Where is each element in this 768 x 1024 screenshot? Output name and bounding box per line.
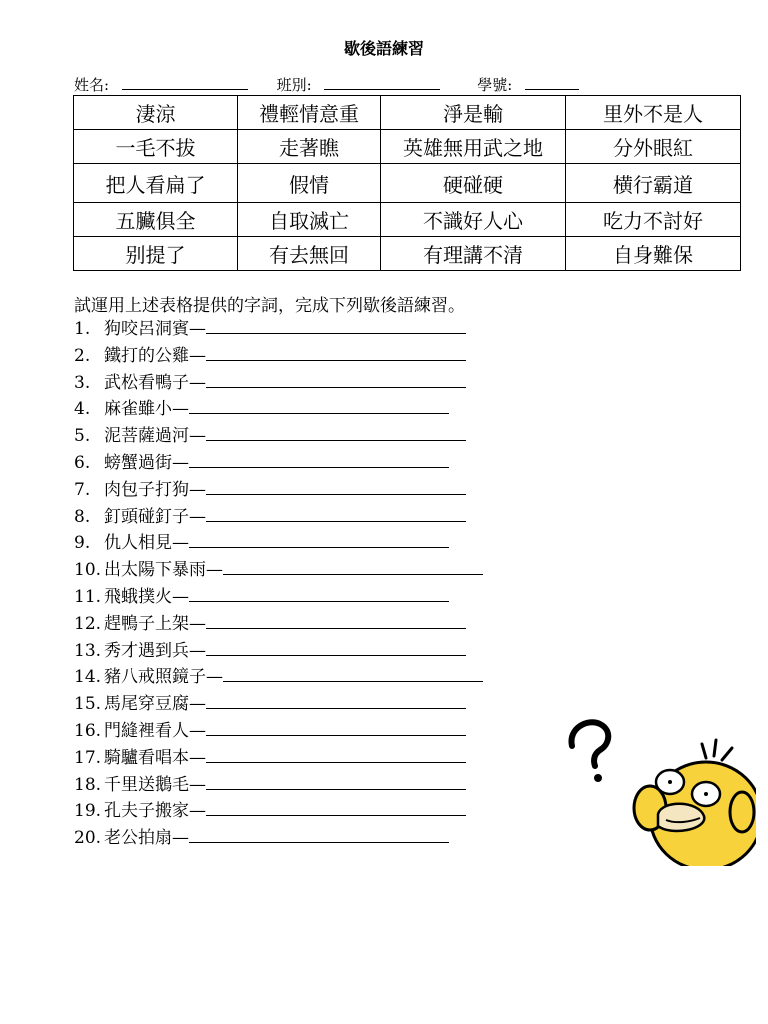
answer-blank[interactable] bbox=[206, 735, 466, 736]
question-number: 17. bbox=[74, 747, 102, 768]
question-number: 19. bbox=[74, 801, 102, 822]
question-item bbox=[74, 370, 483, 397]
answer-blank[interactable] bbox=[206, 333, 466, 334]
word-cell: 把人看扁了 bbox=[74, 164, 238, 203]
question-number: 12. bbox=[74, 613, 102, 634]
word-cell: 横行霸道 bbox=[566, 164, 741, 203]
answer-blank[interactable] bbox=[189, 467, 449, 468]
question-item bbox=[74, 423, 483, 450]
answer-blank[interactable] bbox=[206, 387, 466, 388]
question-item bbox=[74, 530, 483, 557]
question-item bbox=[74, 691, 483, 718]
word-cell: 自身難保 bbox=[566, 237, 741, 271]
instruction-text: 試運用上述表格提供的字詞，完成下列歇後語練習。 bbox=[74, 296, 465, 316]
question-number: 3. bbox=[74, 372, 91, 393]
name-label: 姓名: bbox=[74, 76, 110, 94]
answer-blank[interactable] bbox=[189, 842, 449, 843]
question-text: 老公拍扇— bbox=[104, 828, 189, 849]
word-cell: 禮輕情意重 bbox=[238, 96, 381, 130]
question-text: 肉包子打狗— bbox=[104, 479, 206, 500]
name-blank[interactable] bbox=[122, 89, 248, 90]
answer-blank[interactable] bbox=[206, 815, 466, 816]
question-item bbox=[74, 825, 483, 852]
question-number: 15. bbox=[74, 694, 102, 715]
answer-blank[interactable] bbox=[189, 413, 449, 414]
word-row bbox=[74, 203, 741, 237]
question-item bbox=[74, 450, 483, 477]
question-number: 9. bbox=[74, 533, 91, 554]
question-item bbox=[74, 504, 483, 531]
question-text: 秀才遇到兵— bbox=[104, 640, 206, 661]
question-number: 2. bbox=[74, 345, 91, 366]
question-item bbox=[74, 638, 483, 665]
word-cell: 有理講不清 bbox=[381, 237, 566, 271]
word-bank-table bbox=[73, 95, 741, 271]
question-text: 釘頭碰釘子— bbox=[104, 506, 206, 527]
class-blank[interactable] bbox=[324, 89, 440, 90]
word-cell: 淒涼 bbox=[74, 96, 238, 130]
question-item bbox=[74, 316, 483, 343]
question-text: 豬八戒照鏡子— bbox=[104, 667, 223, 688]
class-label: 班別: bbox=[276, 76, 312, 94]
question-text: 出太陽下暴雨— bbox=[104, 560, 223, 581]
question-number: 20. bbox=[74, 828, 102, 849]
question-text: 武松看鴨子— bbox=[104, 372, 206, 393]
question-item bbox=[74, 557, 483, 584]
word-row bbox=[74, 130, 741, 164]
page-title: 歇後語練習 bbox=[343, 39, 424, 58]
word-cell: 英雄無用武之地 bbox=[381, 130, 566, 164]
confused-duck-icon bbox=[566, 716, 756, 866]
question-number: 8. bbox=[74, 506, 91, 527]
question-text: 千里送鵝毛— bbox=[104, 774, 206, 795]
answer-blank[interactable] bbox=[206, 789, 466, 790]
question-text: 仇人相見— bbox=[104, 533, 189, 554]
answer-blank[interactable] bbox=[206, 521, 466, 522]
word-row bbox=[74, 164, 741, 203]
question-item bbox=[74, 343, 483, 370]
answer-blank[interactable] bbox=[206, 762, 466, 763]
answer-blank[interactable] bbox=[206, 440, 466, 441]
question-text: 門縫裡看人— bbox=[104, 720, 206, 741]
question-text: 飛蛾撲火— bbox=[104, 586, 189, 607]
question-list bbox=[74, 316, 483, 852]
answer-blank[interactable] bbox=[223, 574, 483, 575]
word-cell: 一毛不拔 bbox=[74, 130, 238, 164]
word-cell: 假情 bbox=[238, 164, 381, 203]
question-text: 騎驢看唱本— bbox=[104, 747, 206, 768]
question-number: 1. bbox=[74, 319, 91, 339]
answer-blank[interactable] bbox=[189, 547, 449, 548]
question-item bbox=[74, 477, 483, 504]
answer-blank[interactable] bbox=[206, 494, 466, 495]
question-text: 孔夫子搬家— bbox=[104, 801, 206, 822]
word-cell: 别提了 bbox=[74, 237, 238, 271]
question-item bbox=[74, 611, 483, 638]
answer-blank[interactable] bbox=[206, 360, 466, 361]
question-text: 趕鴨子上架— bbox=[104, 613, 206, 634]
number-blank[interactable] bbox=[525, 89, 579, 90]
answer-blank[interactable] bbox=[206, 708, 466, 709]
question-text: 泥菩薩過河— bbox=[104, 426, 206, 447]
question-item bbox=[74, 396, 483, 423]
word-cell: 有去無回 bbox=[238, 237, 381, 271]
question-item bbox=[74, 584, 483, 611]
word-row bbox=[74, 237, 741, 271]
question-text: 馬尾穿豆腐— bbox=[104, 694, 206, 715]
word-cell: 吃力不討好 bbox=[566, 203, 741, 237]
word-cell: 自取滅亡 bbox=[238, 203, 381, 237]
question-number: 7. bbox=[74, 479, 91, 500]
word-row bbox=[74, 96, 741, 130]
question-item bbox=[74, 798, 483, 825]
word-cell: 分外眼紅 bbox=[566, 130, 741, 164]
question-item bbox=[74, 718, 483, 745]
question-number: 6. bbox=[74, 452, 91, 473]
answer-blank[interactable] bbox=[223, 681, 483, 682]
question-number: 11. bbox=[74, 586, 102, 607]
word-cell: 不識好人心 bbox=[381, 203, 566, 237]
question-number: 13. bbox=[74, 640, 102, 661]
question-text: 狗咬呂洞賓— bbox=[104, 319, 206, 339]
question-text: 螃蟹過街— bbox=[104, 452, 189, 473]
answer-blank[interactable] bbox=[189, 601, 449, 602]
word-cell: 五臟俱全 bbox=[74, 203, 238, 237]
number-label: 學號: bbox=[477, 76, 513, 94]
question-number: 16. bbox=[74, 720, 102, 741]
question-number: 4. bbox=[74, 399, 91, 420]
word-cell: 硬碰硬 bbox=[381, 164, 566, 203]
word-cell: 里外不是人 bbox=[566, 96, 741, 130]
student-info-line bbox=[74, 74, 579, 95]
question-number: 18. bbox=[74, 774, 102, 795]
question-number: 10. bbox=[74, 560, 102, 581]
question-number: 14. bbox=[74, 667, 102, 688]
question-number: 5. bbox=[74, 426, 91, 447]
question-item bbox=[74, 664, 483, 691]
question-text: 鐵打的公雞— bbox=[104, 345, 206, 366]
answer-blank[interactable] bbox=[206, 655, 466, 656]
answer-blank[interactable] bbox=[206, 628, 466, 629]
question-item bbox=[74, 772, 483, 799]
question-item bbox=[74, 745, 483, 772]
word-cell: 淨是輸 bbox=[381, 96, 566, 130]
question-text: 麻雀雖小— bbox=[104, 399, 189, 420]
word-cell: 走著瞧 bbox=[238, 130, 381, 164]
